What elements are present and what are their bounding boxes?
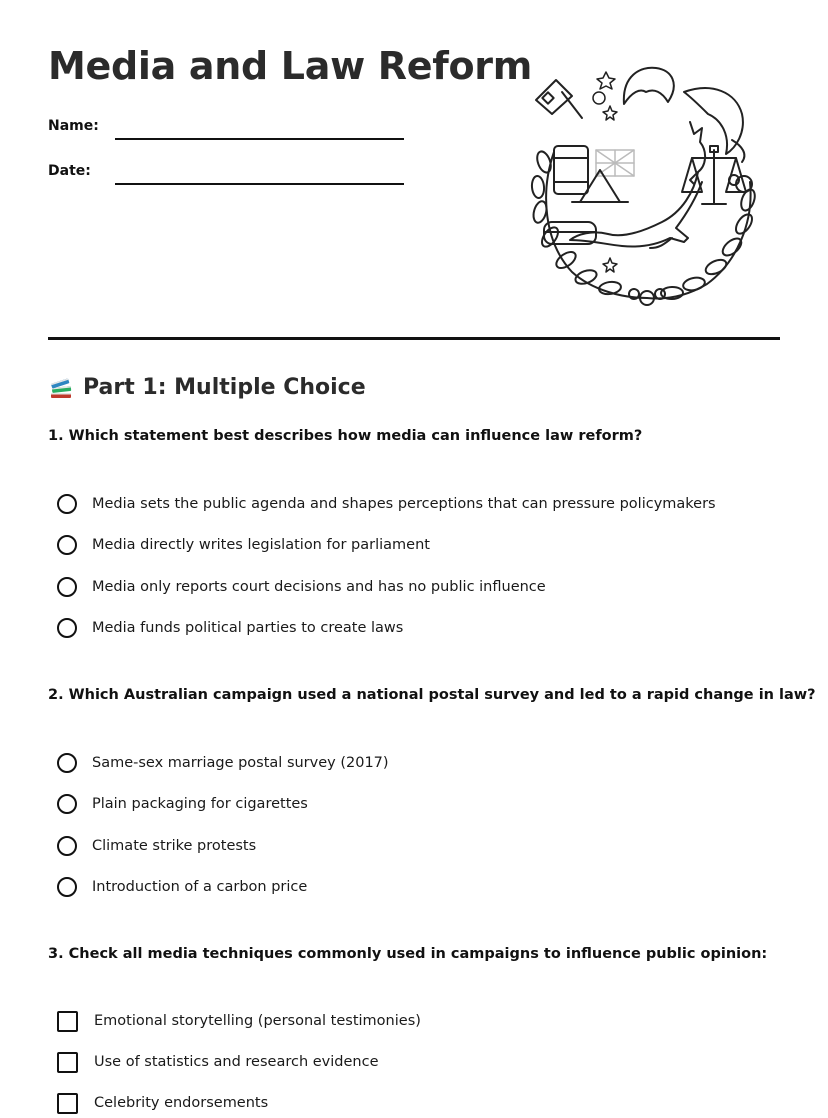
option-label: Media only reports court decisions and has no public influence bbox=[92, 579, 546, 595]
q2-option-3[interactable] bbox=[57, 833, 256, 859]
q3-option-2[interactable] bbox=[57, 1049, 379, 1075]
date-label: Date: bbox=[48, 163, 91, 179]
q2-option-2[interactable] bbox=[57, 791, 308, 817]
q1-option-2[interactable] bbox=[57, 532, 430, 558]
part1-heading bbox=[48, 374, 366, 400]
checkbox[interactable] bbox=[57, 1011, 78, 1032]
option-label: Celebrity endorsements bbox=[94, 1095, 269, 1111]
radio-button[interactable] bbox=[57, 577, 77, 597]
kangaroo-justice-emblem-icon bbox=[522, 62, 766, 312]
option-label: Climate strike protests bbox=[92, 838, 257, 854]
name-field bbox=[48, 116, 408, 144]
option-label: Media sets the public agenda and shapes perceptions that can pressure policymakers bbox=[92, 496, 716, 512]
option-label: Media directly writes legislation for parliament bbox=[92, 537, 430, 553]
radio-button[interactable] bbox=[57, 494, 77, 514]
page-title: Media and Law Reform bbox=[48, 44, 533, 88]
option-label: Emotional storytelling (personal testimonies) bbox=[94, 1013, 421, 1029]
header-divider bbox=[48, 337, 780, 340]
option-label: Plain packaging for cigarettes bbox=[92, 796, 308, 812]
checkbox[interactable] bbox=[57, 1093, 78, 1114]
books-icon bbox=[48, 374, 74, 400]
checkbox[interactable] bbox=[57, 1052, 78, 1073]
radio-button[interactable] bbox=[57, 753, 77, 773]
name-input-line[interactable] bbox=[115, 138, 404, 140]
q1-option-3[interactable] bbox=[57, 574, 546, 600]
question-2: 2. Which Australian campaign used a national postal survey and led to a rapid change in law? bbox=[48, 687, 816, 703]
option-label: Same-sex marriage postal survey (2017) bbox=[92, 755, 389, 771]
q3-option-1[interactable] bbox=[57, 1008, 421, 1034]
q2-option-4[interactable] bbox=[57, 874, 307, 900]
date-field bbox=[48, 161, 408, 189]
q1-option-4[interactable] bbox=[57, 615, 403, 641]
q2-option-1[interactable] bbox=[57, 750, 389, 776]
name-label: Name: bbox=[48, 118, 99, 134]
radio-button[interactable] bbox=[57, 794, 77, 814]
radio-button[interactable] bbox=[57, 877, 77, 897]
option-label: Media funds political parties to create laws bbox=[92, 620, 404, 636]
date-input-line[interactable] bbox=[115, 183, 404, 185]
option-label: Use of statistics and research evidence bbox=[94, 1054, 379, 1070]
q1-option-1[interactable] bbox=[57, 491, 716, 517]
option-label: Introduction of a carbon price bbox=[92, 879, 308, 895]
radio-button[interactable] bbox=[57, 535, 77, 555]
q3-option-3[interactable] bbox=[57, 1090, 268, 1116]
radio-button[interactable] bbox=[57, 618, 77, 638]
radio-button[interactable] bbox=[57, 836, 77, 856]
question-3: 3. Check all media techniques commonly used in campaigns to influence public opinion: bbox=[48, 946, 768, 962]
part1-title: Part 1: Multiple Choice bbox=[83, 374, 366, 400]
question-1: 1. Which statement best describes how media can influence law reform? bbox=[48, 428, 643, 444]
